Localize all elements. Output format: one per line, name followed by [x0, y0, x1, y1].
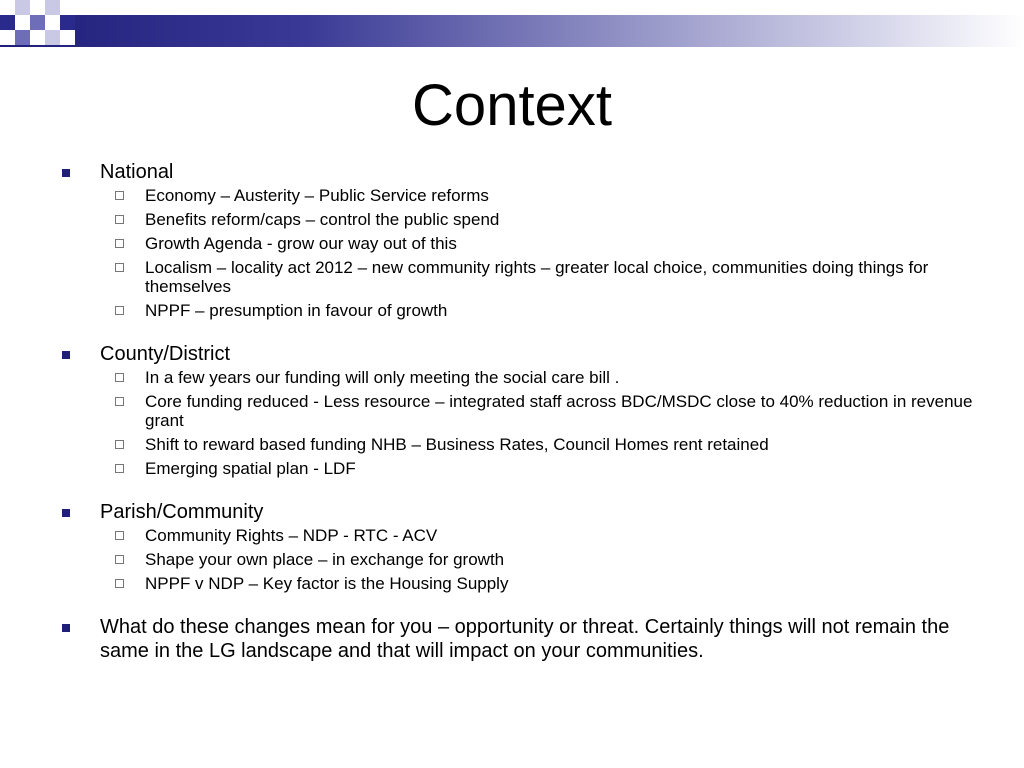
sub-bullet-text: NPPF v NDP – Key factor is the Housing Supply [145, 574, 509, 593]
sub-bullet [62, 301, 982, 320]
sub-bullet [62, 186, 982, 205]
hollow-square-bullet-icon [115, 579, 124, 588]
sub-bullet [62, 234, 982, 253]
sub-bullet-text: Shape your own place – in exchange for growth [145, 550, 505, 569]
section-heading: County/District [100, 343, 231, 365]
header-checker-decoration [0, 0, 1024, 48]
section-parish-community [62, 500, 982, 593]
sub-bullet [62, 459, 982, 478]
sub-bullet-text: Core funding reduced - Less resource – integrated staff across BDC/MSDC close to 40% reduction in revenue grant [145, 392, 973, 430]
sub-bullet-text: Economy – Austerity – Public Service reforms [145, 186, 489, 205]
sub-bullet-text: Localism – locality act 2012 – new community rights – greater local choice, communities doing things for themselves [145, 258, 929, 296]
hollow-square-bullet-icon [115, 306, 124, 315]
sub-bullet [62, 210, 982, 229]
sub-bullet [62, 392, 982, 430]
sub-bullet [62, 258, 982, 296]
bullet-level1 [62, 500, 982, 524]
hollow-square-bullet-icon [115, 191, 124, 200]
square-bullet-icon [62, 624, 70, 632]
sub-bullet-text: Benefits reform/caps – control the public spend [145, 210, 500, 229]
square-bullet-icon [62, 169, 70, 177]
sub-bullet-text: Growth Agenda - grow our way out of this [145, 234, 457, 253]
square-bullet-icon [62, 509, 70, 517]
section-national [62, 160, 982, 320]
slide-body [62, 160, 982, 685]
hollow-square-bullet-icon [115, 464, 124, 473]
hollow-square-bullet-icon [115, 373, 124, 382]
sub-bullet-text: In a few years our funding will only meeting the social care bill . [145, 368, 620, 387]
square-bullet-icon [62, 351, 70, 359]
hollow-square-bullet-icon [115, 263, 124, 272]
sub-bullet-text: Community Rights – NDP - RTC - ACV [145, 526, 438, 545]
sub-bullet [62, 526, 982, 545]
bullet-level1 [62, 342, 982, 366]
bullet-level1 [62, 160, 982, 184]
bullet-level1 [62, 615, 982, 663]
section-heading: Parish/Community [100, 501, 264, 523]
sub-bullet [62, 574, 982, 593]
sub-bullet [62, 550, 982, 569]
section-closing [62, 615, 982, 663]
hollow-square-bullet-icon [115, 555, 124, 564]
hollow-square-bullet-icon [115, 440, 124, 449]
section-heading: National [100, 161, 174, 183]
sub-bullet-list [62, 368, 982, 478]
sub-bullet [62, 435, 982, 454]
hollow-square-bullet-icon [115, 215, 124, 224]
hollow-square-bullet-icon [115, 531, 124, 540]
sub-bullet [62, 368, 982, 387]
sub-bullet-text: NPPF – presumption in favour of growth [145, 301, 448, 320]
slide-title: Context [412, 73, 612, 138]
hollow-square-bullet-icon [115, 239, 124, 248]
closing-text: What do these changes mean for you – opportunity or threat. Certainly things will not remain the same in the LG landscape and that will impact on your communities. [100, 616, 950, 662]
sub-bullet-text: Shift to reward based funding NHB – Business Rates, Council Homes rent retained [145, 435, 769, 454]
hollow-square-bullet-icon [115, 397, 124, 406]
section-county-district [62, 342, 982, 478]
sub-bullet-list [62, 186, 982, 320]
sub-bullet-list [62, 526, 982, 593]
sub-bullet-text: Emerging spatial plan - LDF [145, 459, 356, 478]
